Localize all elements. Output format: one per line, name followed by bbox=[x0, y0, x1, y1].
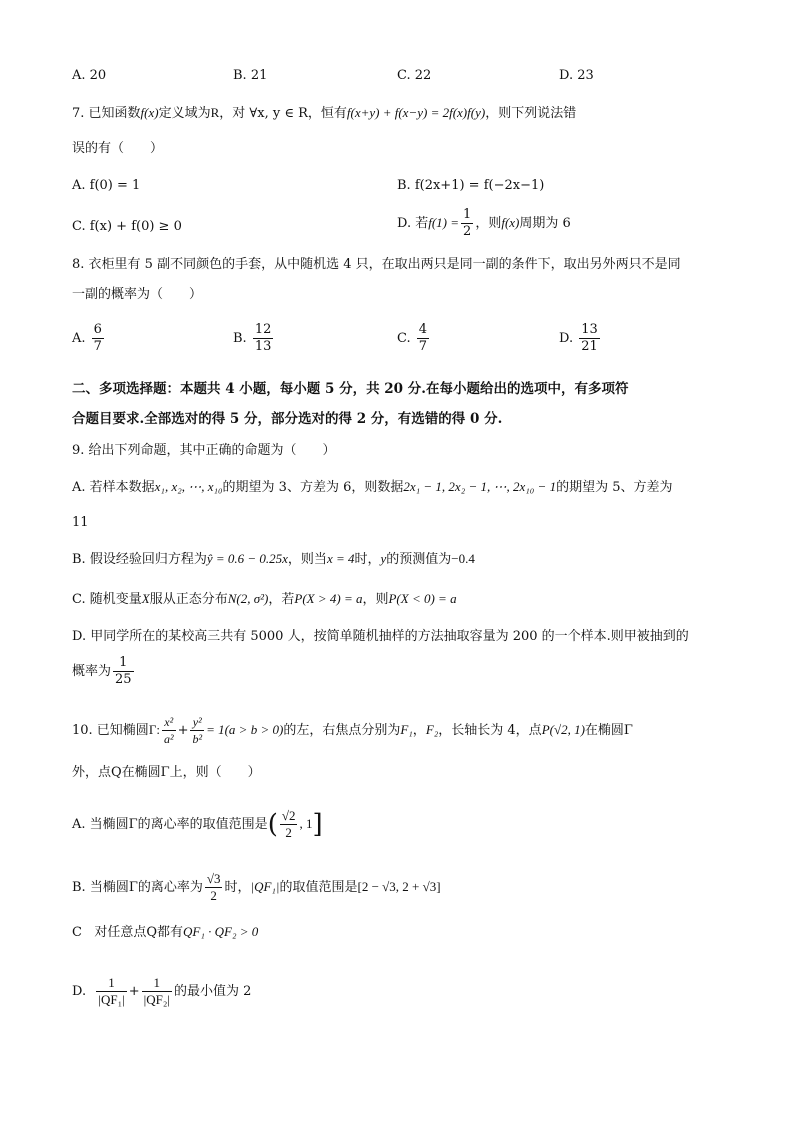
q8-stem: 8. 衣柜里有 5 副不同颜色的手套，从中随机选 4 只，在取出两只是同一副的条件下，取出另外两只不是同 bbox=[72, 257, 681, 272]
q7-option-a: A. f(0) = 1 bbox=[72, 178, 141, 193]
q10-stem-line2: 外，点Q在椭圆Γ上，则（ ） bbox=[72, 765, 261, 780]
q7-option-d: D. 若f(1) = $\frac{1}{2}$ ，则f(x)周期为 6 bbox=[397, 207, 571, 239]
q9-stem: 9. 给出下列命题，其中正确的命题为（ ） bbox=[72, 443, 336, 458]
q9-option-d-fraction: $\frac{1}{25}$ bbox=[115, 655, 132, 687]
q8-option-c: C. $\frac{4}{7}$ bbox=[397, 322, 428, 354]
q8-option-d: D. $\frac{13}{21}$ bbox=[559, 322, 598, 354]
q7-stem-line2: 误的有（ ） bbox=[72, 141, 164, 156]
q9-option-c: C. 随机变量X服从正态分布N(2, σ²)，若P(X > 4) = a，则P(X < 0) = a bbox=[72, 591, 457, 607]
q9-option-d-line2: 概率为 $\frac{1}{25}$ bbox=[72, 655, 132, 687]
q7-option-b: B. f(2x+1) = f(−2x−1) bbox=[397, 178, 545, 193]
q7-stem: 7. 已知函数f(x)定义域为R，对 ∀x, y ∈ R，恒有f(x+y) + f(x−y) = 2f(x)f(y)，则下列说法错 bbox=[72, 105, 577, 121]
section2-header-line1: 二、多项选择题：本题共 4 小题，每小题 5 分，共 20 分.在每小题给出的选项中，有多项符 bbox=[72, 381, 629, 397]
q10-option-d: D. $\frac{1}{\text{|QF₁|}}$ + $\frac{1}{\text{|QF₂|}}$ 的最小值为 2 bbox=[72, 975, 252, 1007]
q6-option-b: B. 21 bbox=[233, 68, 268, 83]
q10-option-a: A. 当椭圆Γ的离心率的取值范围是( $\frac{√2}{2}$ , 1] bbox=[72, 808, 323, 840]
q6-option-a: A. 20 bbox=[72, 68, 107, 83]
q7-option-c: C. f(x) + f(0) ≥ 0 bbox=[72, 219, 182, 234]
q8-option-a: A. $\frac{6}{7}$ bbox=[72, 322, 102, 354]
q6-option-d: D. 23 bbox=[559, 68, 594, 83]
q7-option-d-fraction: $\frac{1}{2}$ bbox=[463, 207, 472, 239]
q6-option-c: C. 22 bbox=[397, 68, 432, 83]
q10-option-c: C 对任意点Q都有QF₁ · QF₂ > 0 bbox=[72, 924, 259, 940]
q8-option-b: B. $\frac{12}{13}$ bbox=[233, 322, 272, 354]
q9-option-d: D. 甲同学所在的某校高三共有 5000 人，按简单随机抽样的方法抽取容量为 200 的一个样本.则甲被抽到的 bbox=[72, 629, 689, 644]
q10-stem: 10. 已知椭圆Γ: $\frac{\text{x²}}{\text{a²}}$ + $\frac{\text{y²}}{\text{b²}}$ = 1(a > b > 0)的左，右焦点分别为F₁，F₂，长轴长为 4，点P(√2, 1)在椭圆Γ bbox=[72, 715, 633, 746]
q8-stem-line2: 一副的概率为（ ） bbox=[72, 287, 203, 302]
q9-option-a: A. 若样本数据x₁, x₂, ⋯, x₁₀的期望为 3、方差为 6，则数据2x₁ − 1, 2x₂ − 1, ⋯, 2x₁₀ − 1的期望为 5、方差为 bbox=[72, 479, 673, 495]
q10-option-b: B. 当椭圆Γ的离心率为 $\frac{√3}{2}$ 时，|QF₁|的取值范围是[2 − √3, 2 + √3] bbox=[72, 871, 441, 903]
q9-option-b: B. 假设经验回归方程为ŷ = 0.6 − 0.25x，则当x = 4时，y的预测值为−0.4 bbox=[72, 551, 475, 567]
section2-header-line2: 合题目要求.全部选对的得 5 分，部分选对的得 2 分，有选错的得 0 分. bbox=[72, 411, 503, 427]
q9-option-a-line2: 11 bbox=[72, 515, 89, 530]
